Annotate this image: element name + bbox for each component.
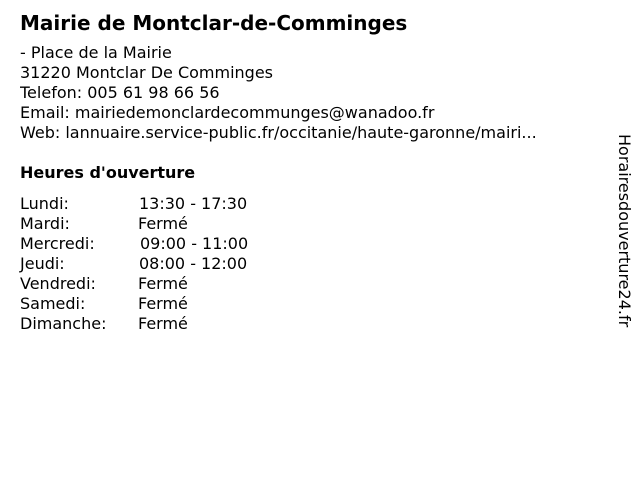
city-address: 31220 Montclar De Comminges <box>20 63 274 82</box>
time-value: Fermé <box>138 294 188 313</box>
day-label: Jeudi: <box>20 254 65 273</box>
street-address: - Place de la Mairie <box>20 43 172 62</box>
day-label: Mercredi: <box>20 234 95 253</box>
page-title: Mairie de Montclar-de-Comminges <box>20 11 408 35</box>
day-label: Mardi: <box>20 214 70 233</box>
website-link: Web: lannuaire.service-public.fr/occitanie/haute-garonne/mairi... <box>20 123 537 142</box>
time-value: 08:00 - 12:00 <box>139 254 248 273</box>
time-value: Fermé <box>138 214 188 233</box>
address-block <box>20 43 610 143</box>
day-label: Vendredi: <box>20 274 96 293</box>
watermark <box>612 134 636 374</box>
opening-hours-heading: Heures d'ouverture <box>20 163 196 182</box>
day-label: Samedi: <box>20 294 86 313</box>
day-label: Lundi: <box>20 194 69 213</box>
time-value: 09:00 - 11:00 <box>140 234 249 253</box>
time-value: 13:30 - 17:30 <box>139 194 248 213</box>
time-value: Fermé <box>138 314 188 333</box>
email-address: Email: mairiedemonclardecommunges@wanadoo.fr <box>20 103 435 122</box>
day-label: Dimanche: <box>20 314 107 333</box>
watermark-text: Horairesdouverture24.fr <box>615 134 634 328</box>
phone-number: Telefon: 005 61 98 66 56 <box>20 83 220 102</box>
time-value: Fermé <box>138 274 188 293</box>
